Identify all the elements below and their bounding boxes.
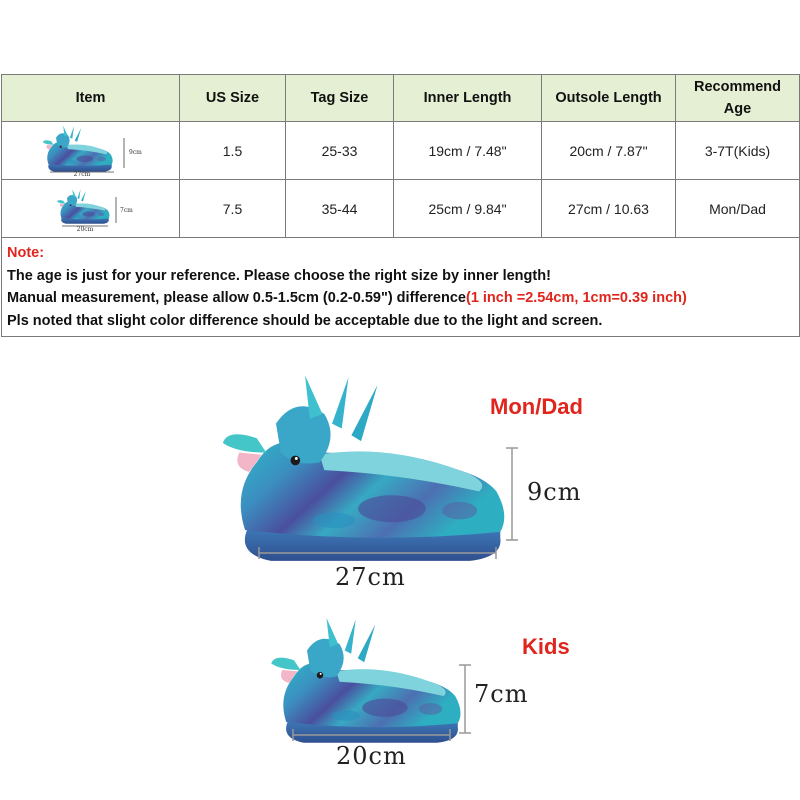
thumb-length-label: 27cm: [73, 170, 90, 176]
large-slipper-image: [218, 372, 508, 572]
small-height-rule: [458, 664, 472, 734]
large-length-label: 27cm: [335, 563, 406, 591]
cell-outsole-length: 20cm / 7.87": [542, 122, 676, 180]
header-outsole-length: Outsole Length: [542, 75, 676, 122]
note-title: Note:: [7, 245, 45, 261]
note-row: [2, 238, 800, 337]
cell-us-size: 7.5: [180, 180, 286, 238]
cell-tag-size: 25-33: [286, 122, 394, 180]
header-tag-size: Tag Size: [286, 75, 394, 122]
cell-inner-length: 19cm / 7.48": [394, 122, 542, 180]
header-us-size: US Size: [180, 75, 286, 122]
header-inner-length: Inner Length: [394, 75, 542, 122]
slipper-thumbnail-image: [36, 126, 146, 176]
note-line-2-text: Manual measurement, please allow 0.5-1.5cm (0.2-0.59") difference: [7, 290, 466, 306]
thumb-length-label: 20cm: [76, 225, 93, 231]
cell-age: 3-7T(Kids): [676, 122, 800, 180]
large-height-rule: [505, 447, 519, 541]
cell-tag-size: 35-44: [286, 180, 394, 238]
table-row: [2, 122, 800, 180]
note-line-2: [7, 287, 799, 310]
large-slipper-label: Mon/Dad: [490, 394, 583, 419]
small-length-label: 20cm: [336, 742, 407, 770]
header-item: Item: [2, 75, 180, 122]
cell-us-size: 1.5: [180, 122, 286, 180]
cell-age: Mon/Dad: [676, 180, 800, 238]
table-header-row: [2, 75, 800, 122]
note-line-3: Pls noted that slight color difference should be acceptable due to the light and screen.: [7, 312, 603, 329]
cell-inner-length: 25cm / 9.84": [394, 180, 542, 238]
size-chart-table: [1, 74, 800, 337]
header-recommend-age: [676, 75, 800, 122]
large-length-rule: [258, 545, 498, 561]
slipper-thumbnail-image: [46, 187, 136, 231]
thumb-height-label: 7cm: [119, 206, 133, 214]
cell-outsole-length: 27cm / 10.63: [542, 180, 676, 238]
small-length-rule: [292, 727, 452, 743]
header-recommend-age-label: Recommend Age: [693, 79, 782, 117]
note-cell: [2, 238, 800, 337]
table-row: [2, 180, 800, 238]
item-thumbnail-large: [2, 122, 180, 180]
small-slipper-label: Kids: [522, 634, 570, 659]
thumb-height-label: 9cm: [128, 148, 142, 156]
small-height-label: 7cm: [474, 680, 529, 708]
large-height-label: 9cm: [527, 478, 582, 506]
note-line-1: The age is just for your reference. Please choose the right size by inner length!: [7, 267, 551, 284]
item-thumbnail-small: [2, 180, 180, 238]
note-line-2-conversion: (1 inch =2.54cm, 1cm=0.39 inch): [465, 290, 687, 306]
